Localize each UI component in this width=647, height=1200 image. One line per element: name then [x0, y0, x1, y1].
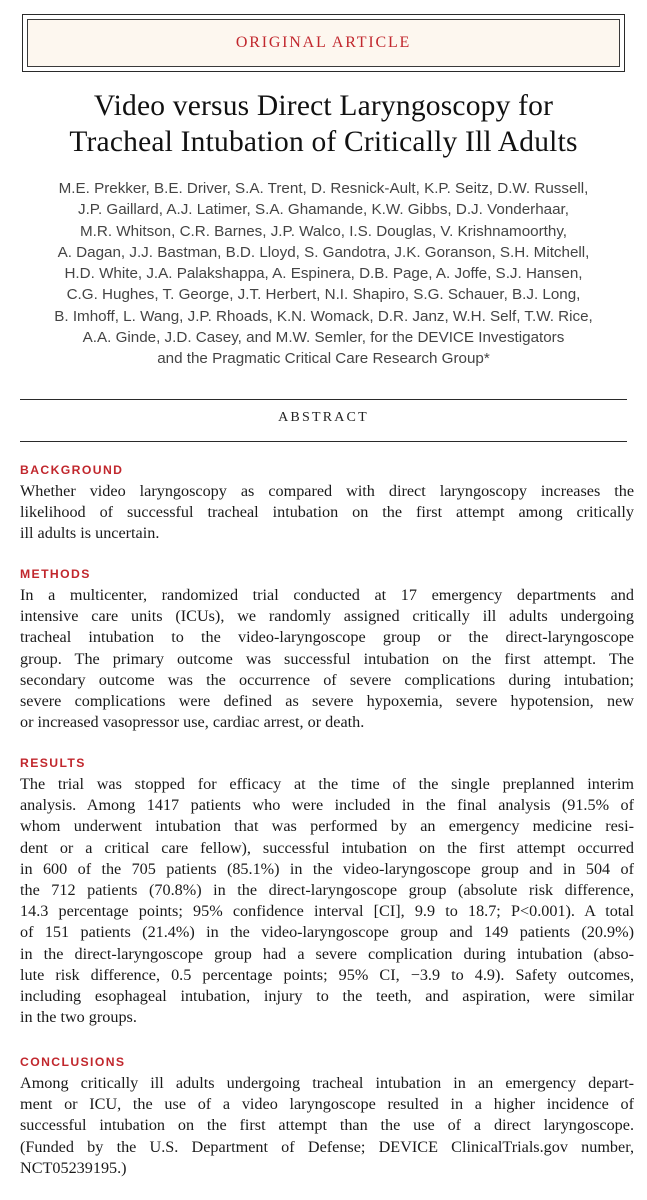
text-line: or increased vasopressor use, cardiac arrest, or death. [20, 713, 365, 732]
author-list [0, 178, 647, 370]
text-line: dent or a critical care fellow), successful intubation on the first attempt occurred [20, 838, 634, 857]
text-line: In a multicenter, randomized trial conducted at 17 emergency departments and [20, 586, 634, 604]
text-line: (Funded by the U.S. Department of Defense; DEVICE ClinicalTrials.gov number, [20, 1137, 634, 1156]
conclusions-text [20, 1073, 634, 1179]
text-line: 14.3 percentage points; 95% confidence interval [CI], 9.9 to 18.7; P<0.001). A total [20, 902, 634, 921]
abstract-heading: ABSTRACT [278, 410, 369, 425]
article-title [0, 88, 647, 160]
abstract-background-section [20, 462, 634, 545]
abstract-results-section [20, 755, 634, 1028]
author-line: M.E. Prekker, B.E. Driver, S.A. Trent, D. Resnick-Ault, K.P. Seitz, D.W. Russell, [58, 180, 589, 197]
text-line: severe complications were defined as severe hypoxemia, severe hypotension, new [20, 692, 634, 711]
author-line: A.A. Ginde, J.D. Casey, and M.W. Semler, for the DEVICE Investigators [82, 329, 565, 347]
author-line: H.D. White, J.A. Palakshappa, A. Espinera, D.B. Page, A. Joffe, S.J. Hansen, [64, 265, 583, 283]
author-line: B. Imhoff, L. Wang, J.P. Rhoads, K.N. Womack, D.R. Janz, W.H. Self, T.W. Rice, [54, 307, 593, 325]
text-line: The trial was stopped for efficacy at the time of the single preplanned interim [20, 775, 634, 793]
text-line: of 151 patients (21.4%) in the video-laryngoscope group and 149 patients (20.9%) [20, 923, 634, 942]
text-line: analysis. Among 1417 patients who were included in the final analysis (91.5% of [20, 796, 634, 815]
author-line: C.G. Hughes, T. George, J.T. Herbert, N.I. Shapiro, S.G. Schauer, B.J. Long, [66, 286, 581, 304]
article-type-banner [22, 14, 625, 72]
text-line: lute risk difference, 0.5 percentage points; 95% CI, −3.9 to 4.9). Safety outcomes, [20, 965, 634, 984]
abstract-conclusions-section [20, 1054, 634, 1179]
article-type-banner-inner [27, 19, 620, 67]
article-title-line: Video versus Direct Laryngoscopy for [93, 90, 554, 122]
abstract-methods-section [20, 566, 634, 733]
conclusions-heading: CONCLUSIONS [20, 1055, 126, 1069]
methods-heading: METHODS [20, 567, 91, 581]
text-line: the 712 patients (70.8%) in the direct-laryngoscope group (absolute risk difference, [20, 881, 634, 900]
text-line: secondary outcome was the occurrence of severe complications during intubation; [20, 670, 634, 689]
text-line: intensive care units (ICUs), we randomly assigned critically ill adults undergoing [20, 607, 634, 626]
abstract-bottom-rule [20, 441, 627, 442]
author-line: M.R. Whitson, C.R. Barnes, J.P. Walco, I.S. Douglas, V. Krishnamoorthy, [79, 222, 568, 240]
text-line: likelihood of successful tracheal intubation on the first attempt among critically [20, 503, 634, 522]
abstract-top-rule [20, 399, 627, 400]
text-line: whom underwent intubation that was performed by an emergency medicine resi- [20, 817, 634, 836]
text-line: ment or ICU, the use of a video laryngoscope resulted in a higher incidence of [20, 1095, 634, 1114]
text-line: Among critically ill adults undergoing tracheal intubation in an emergency depart- [20, 1074, 634, 1092]
background-text [20, 481, 634, 545]
text-line: group. The primary outcome was successful intubation on the first attempt. The [20, 649, 634, 668]
results-heading: RESULTS [20, 756, 86, 770]
author-line: and the Pragmatic Critical Care Research Group* [157, 350, 490, 368]
methods-text [20, 585, 634, 733]
text-line: in the direct-laryngoscope group had a severe complication during intubation (abso- [20, 944, 634, 963]
author-line: A. Dagan, J.J. Bastman, B.D. Lloyd, S. Gandotra, J.K. Goranson, S.H. Mitchell, [57, 243, 590, 261]
text-line: NCT05239195.) [20, 1158, 127, 1177]
text-line: ill adults is uncertain. [20, 524, 160, 543]
text-line: Whether video laryngoscopy as compared with direct laryngoscopy increases the [20, 482, 634, 500]
author-line: J.P. Gaillard, A.J. Latimer, S.A. Ghamande, K.W. Gibbs, D.J. Vonderhaar, [77, 201, 569, 219]
article-title-line: Tracheal Intubation of Critically Ill Adults [69, 126, 578, 158]
text-line: in the two groups. [20, 1008, 137, 1027]
background-heading: BACKGROUND [20, 463, 124, 477]
results-text [20, 774, 634, 1028]
text-line: in 600 of the 705 patients (85.1%) in the video-laryngoscope group and in 504 of [20, 859, 634, 878]
text-line: including esophageal intubation, injury to the teeth, and aspiration, were similar [20, 987, 634, 1006]
text-line: tracheal intubation to the video-laryngoscope group or the direct-laryngoscope [20, 628, 634, 647]
text-line: successful intubation on the first attempt than the use of a direct laryngoscope. [20, 1116, 634, 1135]
article-type-label: ORIGINAL ARTICLE [235, 34, 412, 51]
